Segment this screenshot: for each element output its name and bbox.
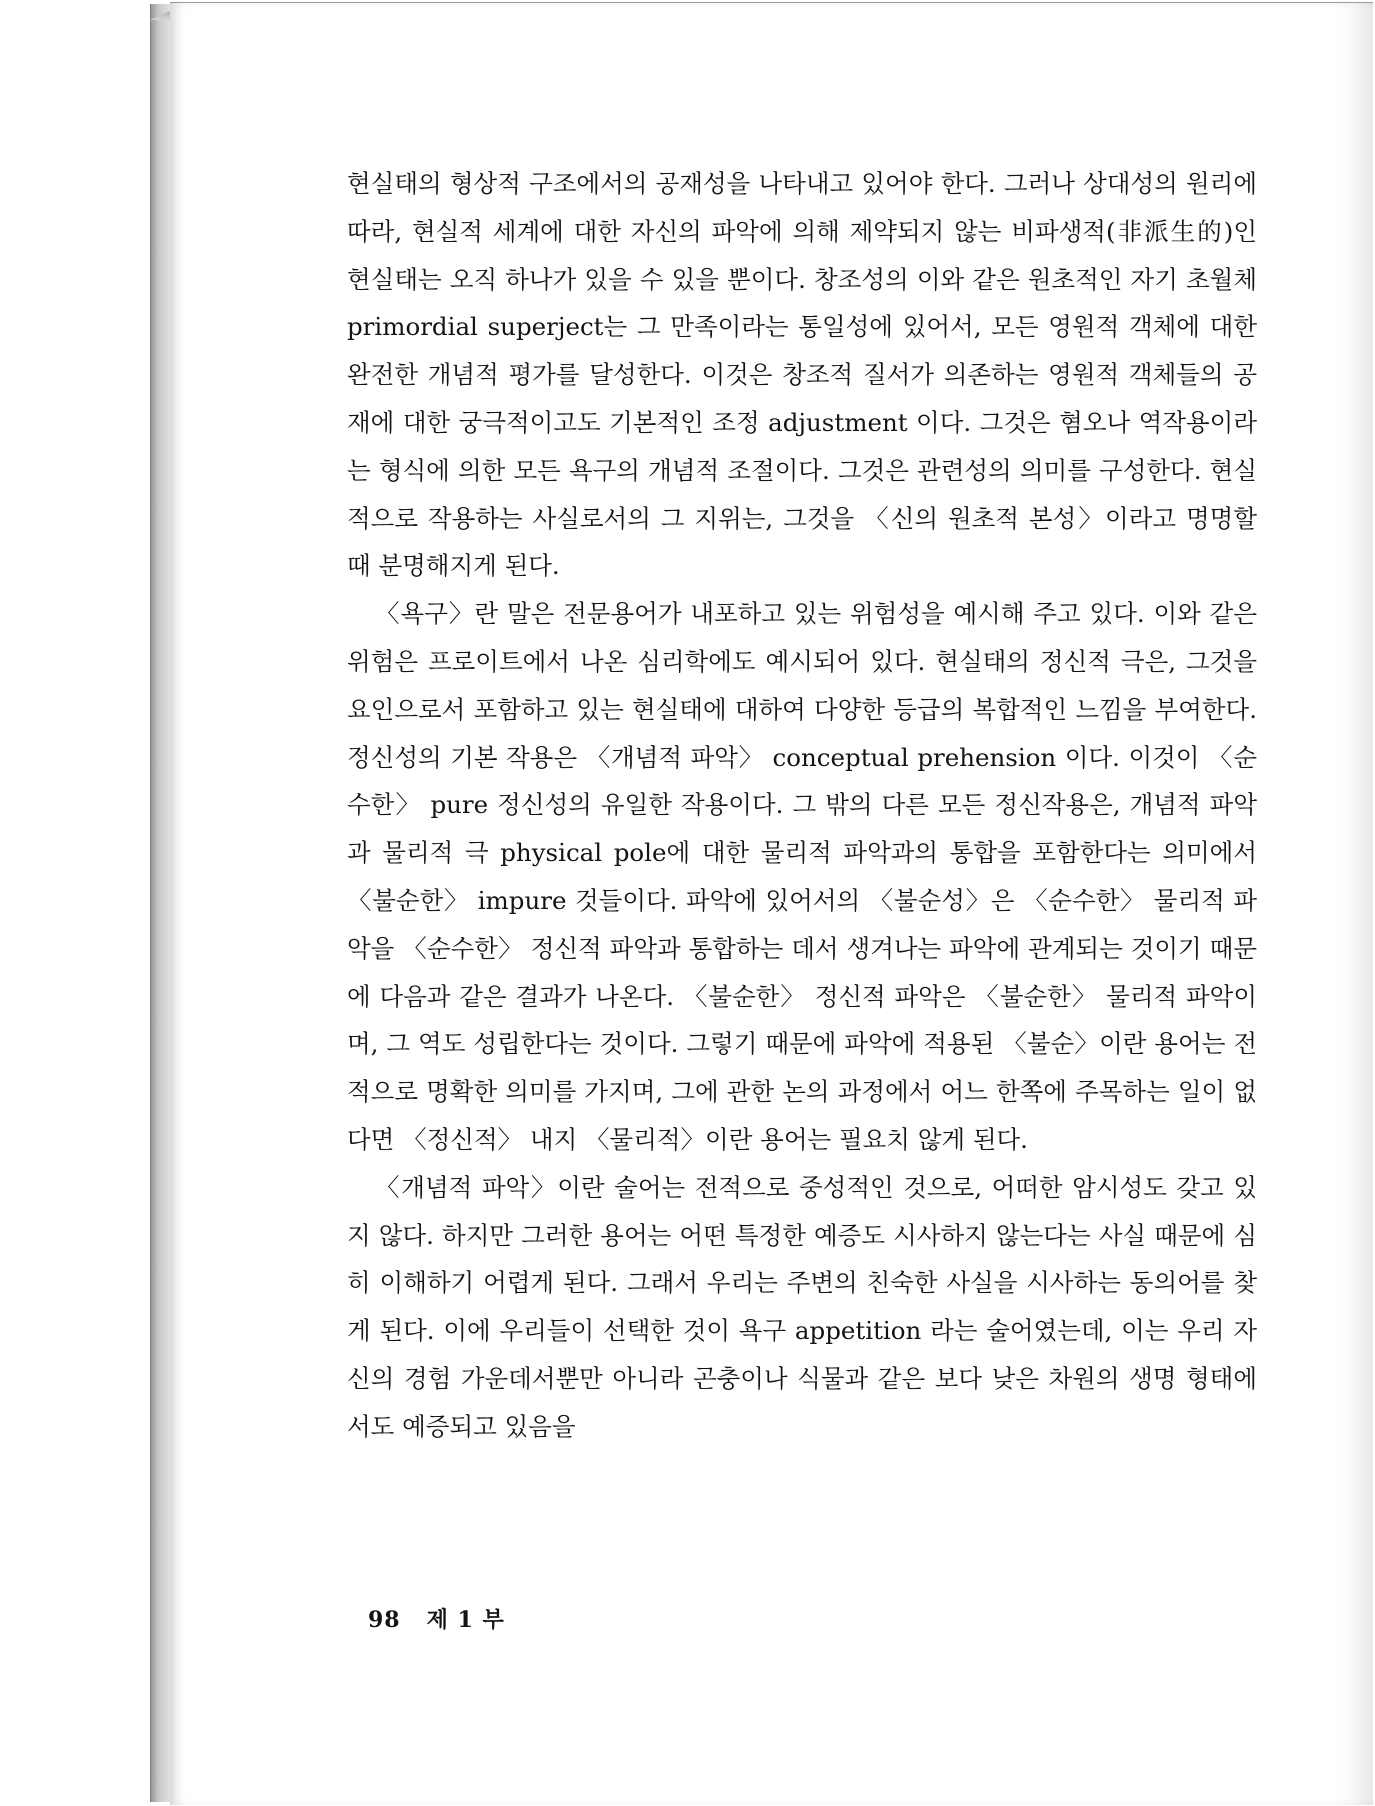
page-number: 98 bbox=[368, 1607, 401, 1633]
paragraph-2: 〈욕구〉란 말은 전문용어가 내포하고 있는 위험성을 예시해 주고 있다. 이와 같은 위험은 프로이트에서 나온 심리학에도 예시되어 있다. 현실태의 정신적 극은, 그것을 요인으로서 포함하고 있는 현실태에 대하여 다양한 등급의 복합적인 느낌을 부여한다. 정신성의 기본 작용은 〈개념적 파악〉 conceptual prehension 이다. 이것이 〈순수한〉 pure 정신성의 유일한 작용이다. 그 밖의 다른 모든 정신작용은, 개념적 파악과 물리적 극 physical pole에 대한 물리적 파악과의 통합을 포함한다는 의미에서 〈불순한〉 impure 것들이다. 파악에 있어서의 〈불순성〉은 〈순수한〉 물리적 파악을 〈순수한〉 정신적 파악과 통합하는 데서 생겨나는 파악에 관계되는 것이기 때문에 다음과 같은 결과가 나온다. 〈불순한〉 정신적 파악은 〈불순한〉 물리적 파악이며, 그 역도 성립한다는 것이다. 그렇기 때문에 파악에 적용된 〈불순〉이란 용어는 전적으로 명확한 의미를 가지며, 그에 관한 논의 과정에서 어느 한쪽에 주목하는 일이 없다면 〈정신적〉 내지 〈물리적〉이란 용어는 필요치 않게 된다. bbox=[347, 599, 1257, 1154]
body-text bbox=[347, 160, 1257, 1451]
paragraph-1: 현실태의 형상적 구조에서의 공재성을 나타내고 있어야 한다. 그러나 상대성의 원리에 따라, 현실적 세계에 대한 자신의 파악에 의해 제약되지 않는 비파생적(非派生的)인 현실태는 오직 하나가 있을 수 있을 뿐이다. 창조성의 이와 같은 원초적인 자기 초월체 primordial superject는 그 만족이라는 통일성에 있어서, 모든 영원적 객체에 대한 완전한 개념적 평가를 달성한다. 이것은 창조적 질서가 의존하는 영원적 객체들의 공재에 대한 궁극적이고도 기본적인 조정 adjustment 이다. 그것은 혐오나 역작용이라는 형식에 의한 모든 욕구의 개념적 조절이다. 그것은 관련성의 의미를 구성한다. 현실적으로 작용하는 사실로서의 그 지위는, 그것을 〈신의 원초적 본성〉이라고 명명할 때 분명해지게 된다. bbox=[347, 169, 1257, 581]
paragraph-3: 〈개념적 파악〉이란 술어는 전적으로 중성적인 것으로, 어떠한 암시성도 갖고 있지 않다. 하지만 그러한 용어는 어떤 특정한 예증도 시사하지 않는다는 사실 때문에 심히 이해하기 어렵게 된다. 그래서 우리는 주변의 친숙한 사실을 시사하는 동의어를 찾게 된다. 이에 우리들이 선택한 것이 욕구 appetition 라는 술어였는데, 이는 우리 자신의 경험 가운데서뿐만 아니라 곤충이나 식물과 같은 보다 낮은 차원의 생명 형태에서도 예증되고 있음을 bbox=[347, 1172, 1257, 1441]
page-footer bbox=[368, 1603, 531, 1634]
part-label: 제 1 부 bbox=[426, 1607, 505, 1633]
